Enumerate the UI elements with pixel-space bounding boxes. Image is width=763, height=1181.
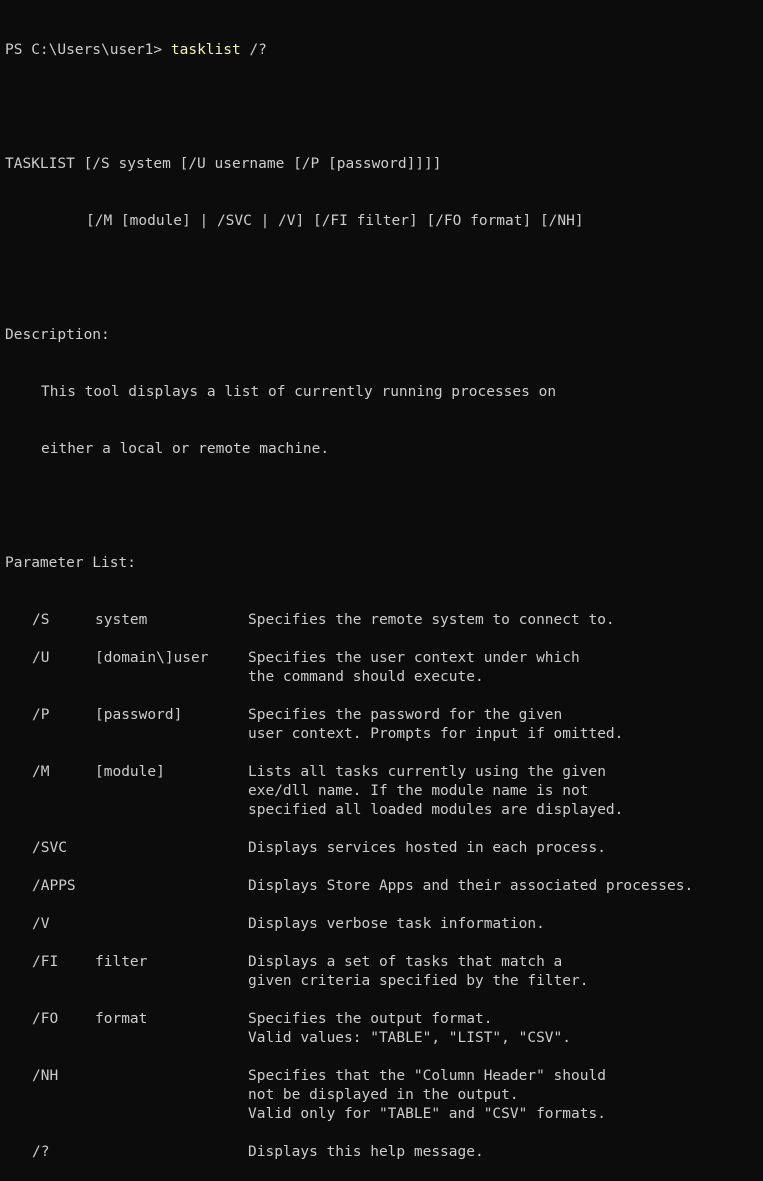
parameter-flag: /FI xyxy=(32,954,59,970)
parameter-description: Valid only for "TABLE" and "CSV" formats. xyxy=(248,1106,606,1122)
parameter-row xyxy=(5,877,763,896)
parameter-flag: /? xyxy=(32,1144,50,1160)
parameter-row xyxy=(5,1086,763,1105)
parameter-description: given criteria specified by the filter. xyxy=(248,973,589,989)
blank-line xyxy=(5,991,763,1010)
parameter-description: Specifies the user context under which xyxy=(248,650,580,666)
description-line-2: either a local or remote machine. xyxy=(41,441,330,457)
parameter-row xyxy=(5,1105,763,1124)
parameter-row xyxy=(5,953,763,972)
prompt-args: /? xyxy=(240,42,267,58)
usage-line-2: [/M [module] | /SVC | /V] [/FI filter] [/FO format] [/NH] xyxy=(86,213,584,229)
parameter-arg: format xyxy=(95,1011,148,1027)
parameter-description: Displays Store Apps and their associated processes. xyxy=(248,878,694,894)
parameter-arg: [domain\]user xyxy=(95,650,209,666)
parameter-flag: /APPS xyxy=(32,878,76,894)
blank-line xyxy=(5,820,763,839)
parameter-row xyxy=(5,1010,763,1029)
parameter-arg: [password] xyxy=(95,707,183,723)
description-line-1: This tool displays a list of currently running processes on xyxy=(41,384,557,400)
parameter-description: Lists all tasks currently using the given xyxy=(248,764,606,780)
blank-line xyxy=(5,1048,763,1067)
usage-line-1: TASKLIST [/S system [/U username [/P [password]]]] xyxy=(5,156,442,172)
blank-line xyxy=(5,934,763,953)
parameter-row xyxy=(5,839,763,858)
parameter-flag: /NH xyxy=(32,1068,59,1084)
parameter-flag: /SVC xyxy=(32,840,67,856)
parameter-flag: /M xyxy=(32,764,50,780)
parameter-row xyxy=(5,782,763,801)
blank-line xyxy=(5,98,763,117)
parameter-description: not be displayed in the output. xyxy=(248,1087,519,1103)
parameter-description: the command should execute. xyxy=(248,669,484,685)
blank-line xyxy=(5,687,763,706)
parameter-flag: /V xyxy=(32,916,50,932)
parameter-row xyxy=(5,649,763,668)
blank-line xyxy=(5,1124,763,1143)
parameter-row xyxy=(5,801,763,820)
parameter-list xyxy=(5,611,763,1162)
parameter-row xyxy=(5,668,763,687)
parameter-list-heading: Parameter List: xyxy=(5,555,136,571)
parameter-row xyxy=(5,725,763,744)
parameter-description: Displays services hosted in each process. xyxy=(248,840,606,856)
parameter-row xyxy=(5,1143,763,1162)
parameter-arg: [module] xyxy=(95,764,165,780)
parameter-description: Specifies the remote system to connect to. xyxy=(248,612,615,628)
parameter-description: Specifies the password for the given xyxy=(248,707,563,723)
blank-line xyxy=(5,269,763,288)
parameter-description: specified all loaded modules are displayed. xyxy=(248,802,624,818)
prompt-command: tasklist xyxy=(170,42,241,58)
parameter-row xyxy=(5,611,763,630)
parameter-row xyxy=(5,706,763,725)
parameter-arg: system xyxy=(95,612,148,628)
parameter-row xyxy=(5,915,763,934)
parameter-row xyxy=(5,972,763,991)
description-heading: Description: xyxy=(5,327,110,343)
parameter-row xyxy=(5,1029,763,1048)
blank-line xyxy=(5,497,763,516)
blank-line xyxy=(5,744,763,763)
parameter-description: Displays this help message. xyxy=(248,1144,484,1160)
parameter-row xyxy=(5,763,763,782)
parameter-flag: /P xyxy=(32,707,50,723)
prompt-line xyxy=(5,41,763,60)
blank-line xyxy=(5,896,763,915)
parameter-row xyxy=(5,1067,763,1086)
prompt-path: PS C:\Users\user1> xyxy=(5,42,171,58)
parameter-description: Valid values: "TABLE", "LIST", "CSV". xyxy=(248,1030,572,1046)
parameter-flag: /FO xyxy=(32,1011,59,1027)
parameter-arg: filter xyxy=(95,954,148,970)
parameter-description: Displays verbose task information. xyxy=(248,916,545,932)
parameter-description: user context. Prompts for input if omitted. xyxy=(248,726,624,742)
parameter-description: Specifies the output format. xyxy=(248,1011,493,1027)
parameter-description: Specifies that the "Column Header" should xyxy=(248,1068,606,1084)
parameter-flag: /U xyxy=(32,650,50,666)
parameter-description: exe/dll name. If the module name is not xyxy=(248,783,589,799)
blank-line xyxy=(5,630,763,649)
blank-line xyxy=(5,858,763,877)
parameter-flag: /S xyxy=(32,612,50,628)
parameter-description: Displays a set of tasks that match a xyxy=(248,954,563,970)
